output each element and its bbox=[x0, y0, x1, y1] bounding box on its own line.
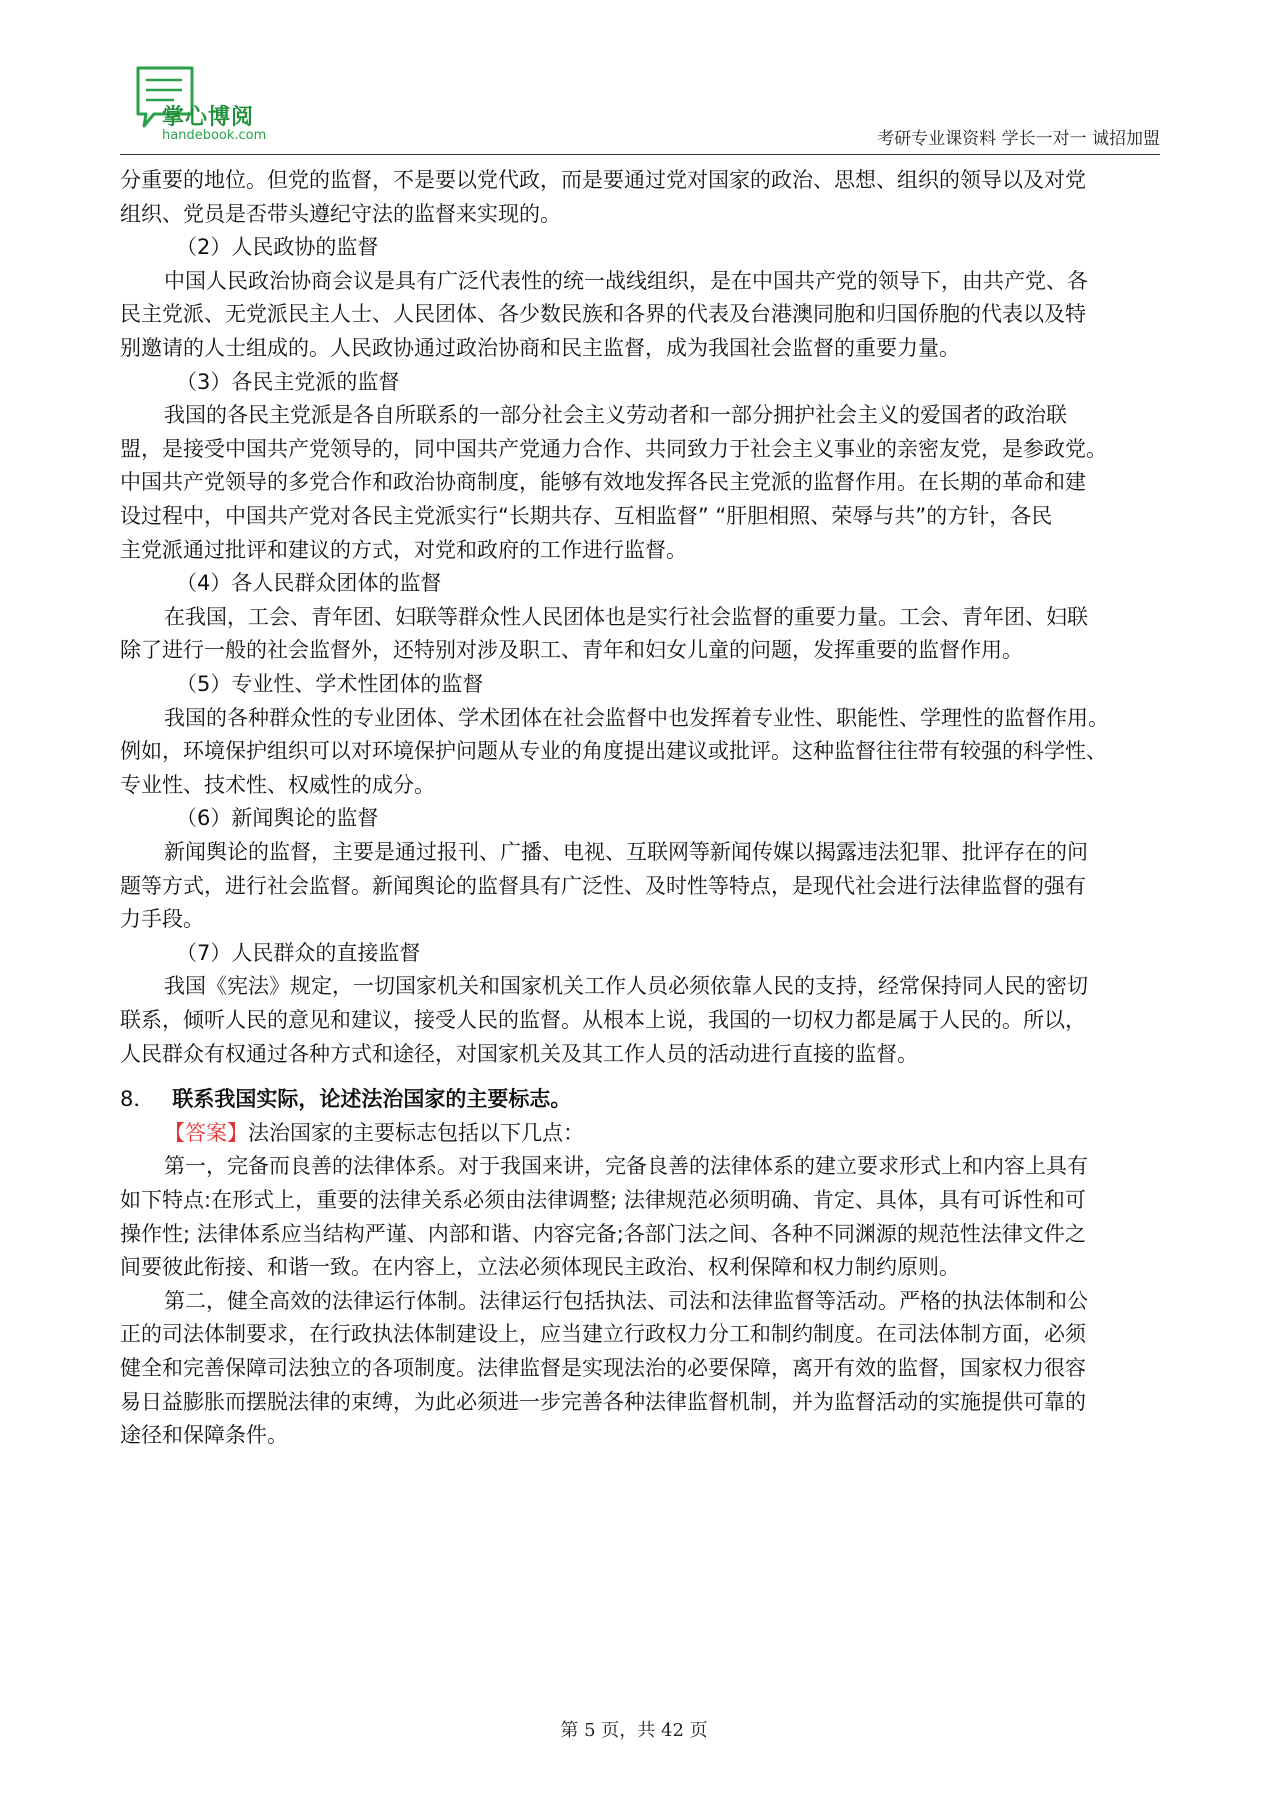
text-line: 中国共产党领导的多党合作和政治协商制度，能够有效地发挥各民主党派的监督作用。在长期的革命和建 bbox=[120, 470, 1086, 495]
text-line: 力手段。 bbox=[120, 907, 204, 932]
text-line: 题等方式，进行社会监督。新闻舆论的监督具有广泛性、及时性等特点，是现代社会进行法律监督的强有 bbox=[120, 873, 1086, 898]
text-line: 我国《宪法》规定，一切国家机关和国家机关工作人员必须依靠人民的支持，经常保持同人民的密切 bbox=[164, 974, 1088, 999]
header-tagline: 考研专业课资料 学长一对一 诚招加盟 bbox=[877, 129, 1160, 149]
text-line: 我国的各种群众性的专业团体、学术团体在社会监督中也发挥着专业性、职能性、学理性的监督作用。 bbox=[164, 705, 1109, 730]
header-divider bbox=[120, 154, 1160, 155]
text-line: 除了进行一般的社会监督外，还特别对涉及职工、青年和妇女儿童的问题，发挥重要的监督作用。 bbox=[120, 638, 1023, 663]
text-line: 第二，健全高效的法律运行体制。法律运行包括执法、司法和法律监督等活动。严格的执法体制和公 bbox=[164, 1288, 1088, 1313]
text-line: 主党派通过批评和建议的方式，对党和政府的工作进行监督。 bbox=[120, 537, 687, 562]
subheading: （3）各民主党派的监督 bbox=[176, 369, 400, 394]
subheading: （6）新闻舆论的监督 bbox=[176, 806, 379, 831]
text-line: 别邀请的人士组成的。人民政协通过政治协商和民主监督，成为我国社会监督的重要力量。 bbox=[120, 336, 960, 360]
text-line: 盟，是接受中国共产党领导的，同中国共产党通力合作、共同致力于社会主义事业的亲密友党，是参政党。 bbox=[120, 436, 1107, 461]
text-line: 例如，环境保护组织可以对环境保护问题从专业的角度提出建议或批评。这种监督往往带有较强的科学性、 bbox=[120, 739, 1107, 764]
text-line: 分重要的地位。但党的监督，不是要以党代政，而是要通过党对国家的政治、思想、组织的领导以及对党 bbox=[120, 168, 1086, 192]
text-line: 易日益膨胀而摆脱法律的束缚，为此必须进一步完善各种法律监督机制，并为监督活动的实施提供可靠的 bbox=[120, 1389, 1086, 1414]
text-line: 健全和完善保障司法独立的各项制度。法律监督是实现法治的必要保障，离开有效的监督，国家权力很容 bbox=[120, 1356, 1086, 1380]
text-line: 如下特点:在形式上，重要的法律关系必须由法律调整; 法律规范必须明确、肯定、具体，具有可诉性和可 bbox=[120, 1188, 1086, 1212]
text-line: 操作性; 法律体系应当结构严谨、内部和谐、内容完备;各部门法之间、各种不同渊源的规范性法律文件之 bbox=[120, 1221, 1086, 1246]
subheading: （2）人民政协的监督 bbox=[176, 235, 379, 260]
text-line: 人民群众有权通过各种方式和途径，对国家机关及其工作人员的活动进行直接的监督。 bbox=[120, 1041, 918, 1066]
text-line: 设过程中，中国共产党对各民主党派实行“长期共存、互相监督” “肝胆相照、荣辱与共”的方针，各民 bbox=[120, 504, 1053, 528]
text-line: 途径和保障条件。 bbox=[120, 1423, 288, 1448]
subheading: （4）各人民群众团体的监督 bbox=[176, 571, 442, 596]
answer-intro: 法治国家的主要标志包括以下几点： bbox=[248, 1120, 584, 1145]
text-line: 中国人民政治协商会议是具有广泛代表性的统一战线组织，是在中国共产党的领导下，由共产党、各 bbox=[164, 268, 1088, 293]
text-line: 新闻舆论的监督，主要是通过报刊、广播、电视、互联网等新闻传媒以揭露违法犯罪、批评存在的问 bbox=[164, 840, 1088, 864]
text-line: 联系，倾听人民的意见和建议，接受人民的监督。从根本上说，我国的一切权力都是属于人民的。所以， bbox=[120, 1008, 1086, 1032]
text-line: 民主党派、无党派民主人士、人民团体、各少数民族和各界的代表及台港澳同胞和归国侨胞的代表以及特 bbox=[120, 302, 1086, 327]
text-line: 第一，完备而良善的法律体系。对于我国来讲，完备良善的法律体系的建立要求形式上和内容上具有 bbox=[164, 1154, 1088, 1179]
logo-text: 掌心博阅 bbox=[162, 105, 255, 130]
page-footer: 第 5 页，共 42 页 bbox=[560, 1720, 708, 1741]
text-line: 正的司法体制要求，在行政执法体制建设上，应当建立行政权力分工和制约制度。在司法体制方面，必须 bbox=[120, 1322, 1086, 1347]
question-text: 联系我国实际，论述法治国家的主要标志。 bbox=[172, 1087, 572, 1112]
text-line: 组织、党员是否带头遵纪守法的监督来实现的。 bbox=[120, 201, 561, 226]
logo-url: handebook.com bbox=[162, 128, 267, 143]
text-line: 在我国，工会、青年团、妇联等群众性人民团体也是实行社会监督的重要力量。工会、青年团、妇联 bbox=[164, 604, 1088, 629]
text-line: 间要彼此衔接、和谐一致。在内容上，立法必须体现民主政治、权利保障和权力制约原则。 bbox=[120, 1255, 960, 1280]
subheading: （5）专业性、学术性团体的监督 bbox=[176, 672, 484, 696]
text-line: 专业性、技术性、权威性的成分。 bbox=[120, 772, 435, 797]
subheading: （7）人民群众的直接监督 bbox=[176, 940, 421, 965]
page-header bbox=[120, 56, 1160, 156]
question-number: 8． bbox=[120, 1087, 155, 1112]
answer-tag: 【答案】 bbox=[164, 1120, 248, 1145]
text-line: 我国的各民主党派是各自所联系的一部分社会主义劳动者和一部分拥护社会主义的爱国者的政治联 bbox=[164, 403, 1067, 428]
